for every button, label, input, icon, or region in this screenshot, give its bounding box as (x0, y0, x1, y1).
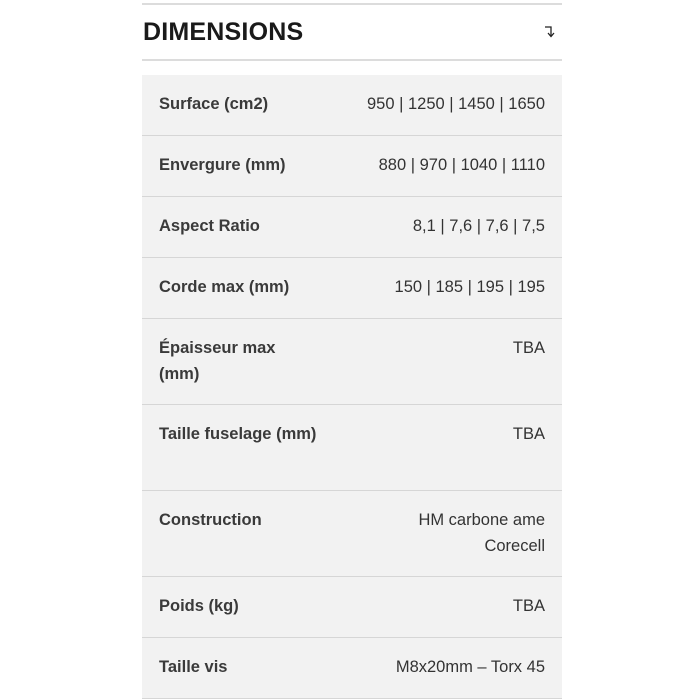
table-row (142, 319, 562, 405)
row-label: Surface (cm2) (159, 95, 269, 113)
row-label: Taille vis (159, 658, 228, 676)
row-label: Épaisseur max (mm) (159, 339, 276, 383)
section-header[interactable] (142, 5, 562, 61)
arrow-return-down-icon (543, 25, 557, 39)
row-label: Construction (159, 511, 262, 529)
row-value: TBA (512, 339, 545, 357)
row-value: 8,1 | 7,6 | 7,6 | 7,5 (412, 217, 545, 235)
table-row (142, 491, 562, 577)
row-value: M8x20mm – Torx 45 (395, 658, 545, 676)
row-label: Poids (kg) (159, 597, 239, 615)
row-label: Taille fuselage (mm) (159, 425, 317, 443)
row-value: 150 | 185 | 195 | 195 (394, 278, 545, 296)
row-value: 880 | 970 | 1040 | 1110 (378, 156, 545, 174)
table-row (142, 405, 562, 491)
table-row (142, 638, 562, 699)
table-row (142, 197, 562, 258)
row-label: Envergure (mm) (159, 156, 286, 174)
table-row (142, 258, 562, 319)
table-row (142, 75, 562, 136)
section-title: DIMENSIONS (143, 17, 304, 46)
table-row (142, 136, 562, 197)
dimensions-panel (142, 0, 562, 700)
row-value: TBA (512, 597, 545, 615)
specs-table (142, 75, 562, 699)
collapse-toggle-button[interactable] (538, 20, 562, 44)
row-value: 950 | 1250 | 1450 | 1650 (366, 95, 545, 113)
row-value: HM carbone ame Corecell (418, 511, 545, 555)
row-label: Corde max (mm) (159, 278, 290, 296)
row-label: Aspect Ratio (159, 217, 260, 235)
table-row (142, 577, 562, 638)
row-value: TBA (512, 425, 545, 443)
